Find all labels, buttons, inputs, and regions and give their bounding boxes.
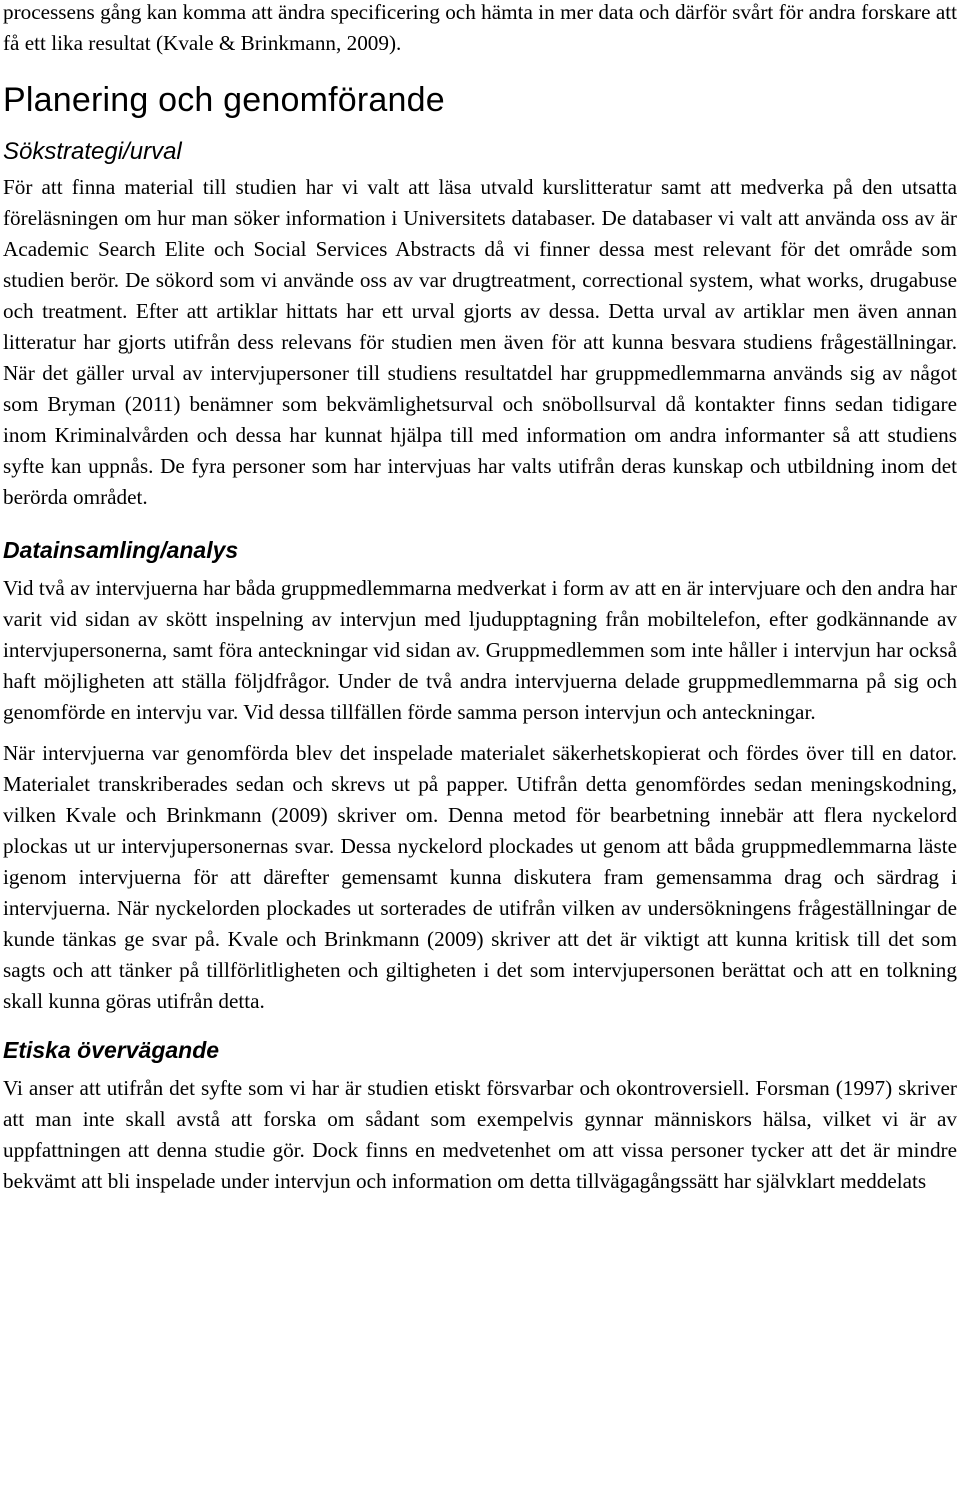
section-title: Planering och genomförande: [3, 81, 445, 119]
datainsamling-paragraph-2: När intervjuerna var genomförda blev det inspelade materialet säkerhetskopierat och fördes över till en dator. Materialet transkriberades sedan och skrevs ut på papper. Utifrån detta genomfördes sedan meningskodning, vilken Kvale och Brinkmann (2009) skriver om. Denna metod för bearbetning innebär att flera nyckelord plockas ut ur intervjupersonernas svar. Dessa nyckelord plockades ut genom att båda gruppmedlemmarna läste igenom intervjuerna för att därefter gemensamt kunna diskutera fram gemensamma drag och särdrag i intervjuerna. När nyckelorden plockades ut sorterades de utifrån vilken av undersökningens frågeställningar de kunde tänkas ge svar på. Kvale och Brinkmann (2009) skriver att det är viktigt att kunna kritisk till det som sagts och att tänker på tillförlitligheten och giltigheten i det som intervjupersonen berättat och att en tolkning skall kunna göras utifrån detta.: [3, 741, 957, 1013]
datainsamling-heading: Datainsamling/analys: [3, 537, 239, 563]
etiska-paragraph: Vi anser att utifrån det syfte som vi har är studien etiskt försvarbar och okontroversiell. Forsman (1997) skriver att man inte skall avstå att forska om sådant som exempelvis gynnar människors hälsa, vilket vi är av uppfattningen att denna studie gör. Dock finns en medvetenhet om att vissa personer tycker att det är mindre bekvämt att bli inspelade under intervjun och information om detta tillvägagångssätt har självklart meddelats: [3, 1076, 957, 1193]
etiska-heading: Etiska övervägande: [3, 1037, 220, 1063]
subsection-title: Sökstrategi/urval: [3, 138, 182, 165]
datainsamling-paragraph-1: Vid två av intervjuerna har båda gruppmedlemmarna medverkat i form av att en är intervjuare och den andra har varit vid sidan av skött inspelning av intervjun med ljudupptagning från mobiltelefon, efter godkännande av intervjupersonerna, samt föra anteckningar vid sidan av. Gruppmedlemmen som inte håller i intervjun har också haft möjligheten att ställa följdfrågor. Under de två andra intervjuerna delade gruppmedlemmarna på sig och genomförde en intervju var. Vid dessa tillfällen förde samma person intervjun och anteckningar.: [3, 576, 957, 724]
sokstrategi-paragraph: För att finna material till studien har vi valt att läsa utvald kurslitteratur samt att medverka på den utsatta föreläsningen om hur man söker information i Universitets databaser. De databaser vi valt att använda oss av är Academic Search Elite och Social Services Abstracts då vi finner dessa mest relevant för det område som studien berör. De sökord som vi använde oss av var drugtreatment, correctional system, what works, drugabuse och treatment. Efter att artiklar hittats har ett urval gjorts av dessa. Detta urval av artiklar men även annan litteratur har gjorts utifrån dess relevans för studien men även för att kunna besvara studiens frågeställningar. När det gäller urval av intervjupersoner till studiens resultatdel har gruppmedlemmarna används sig av något som Bryman (2011) benämner som bekvämlighetsurval och snöbollsurval då kontakter finns sedan tidigare inom Kriminalvården och dessa har kunnat hjälpa till med information om andra informanter så att studiens syfte kan uppnås. De fyra personer som har intervjuas har valts utifrån deras kunskap och utbildning inom det berörda området.: [3, 175, 957, 509]
intro-paragraph: processens gång kan komma att ändra specificering och hämta in mer data och därför svårt för andra forskare att få ett lika resultat (Kvale & Brinkmann, 2009).: [3, 0, 957, 55]
document-page: [3, 0, 957, 1197]
